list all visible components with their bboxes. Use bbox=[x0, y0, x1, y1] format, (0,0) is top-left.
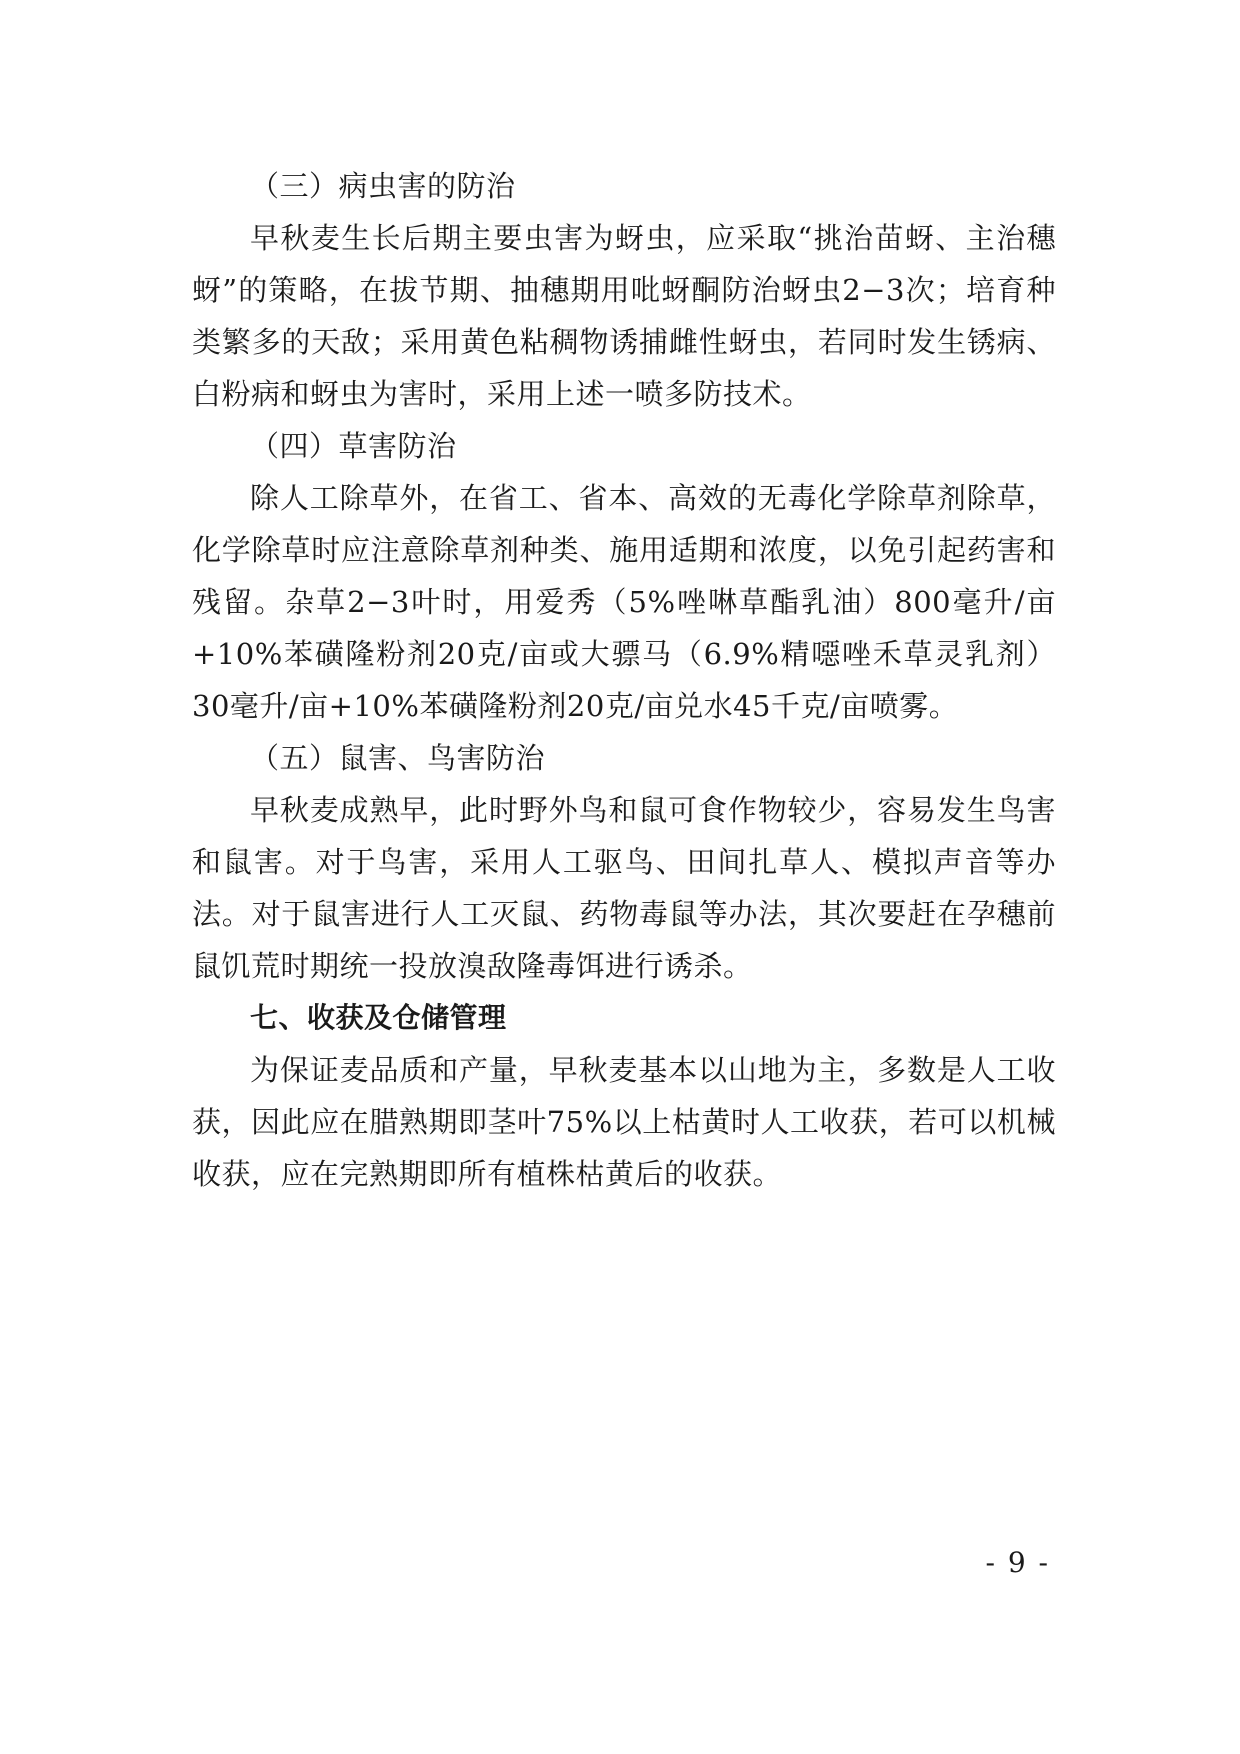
weed-control-paragraph: 除人工除草外，在省工、省本、高效的无毒化学除草剂除草，化学除草时应注意除草剂种类、施用适期和浓度，以免引起药害和残留。杂草2−3叶时，用爱秀（5%唑啉草酯乳油）800毫升/亩+10%苯磺隆粉剂20克/亩或大骠马（6.9%精噁唑禾草灵乳剂）30毫升/亩+10%苯磺隆粉剂20克/亩兑水45千克/亩喷雾。 bbox=[192, 481, 1056, 723]
page-number: - 9 - bbox=[985, 1546, 1050, 1579]
harvest-storage-heading: 七、收获及仓储管理 bbox=[250, 1001, 507, 1034]
rodent-bird-control-heading: （五）鼠害、鸟害防治 bbox=[250, 741, 546, 775]
pest-control-heading: （三）病虫害的防治 bbox=[250, 169, 516, 203]
harvest-storage-paragraph: 为保证麦品质和产量，早秋麦基本以山地为主，多数是人工收获，因此应在腊熟期即茎叶75%以上枯黄时人工收获，若可以机械收获，应在完熟期即所有植株枯黄后的收获。 bbox=[192, 1053, 1056, 1191]
weed-control-heading: （四）草害防治 bbox=[250, 429, 457, 463]
document-body bbox=[192, 160, 1056, 1200]
rodent-bird-control-paragraph: 早秋麦成熟早，此时野外鸟和鼠可食作物较少，容易发生鸟害和鼠害。对于鸟害，采用人工驱鸟、田间扎草人、模拟声音等办法。对于鼠害进行人工灭鼠、药物毒鼠等办法，其次要赶在孕穗前鼠饥荒时期统一投放溴敌隆毒饵进行诱杀。 bbox=[192, 793, 1056, 983]
pest-control-paragraph: 早秋麦生长后期主要虫害为蚜虫，应采取“挑治苗蚜、主治穗蚜”的策略，在拔节期、抽穗期用吡蚜酮防治蚜虫2−3次；培育种类繁多的天敌；采用黄色粘稠物诱捕雌性蚜虫，若同时发生锈病、白粉病和蚜虫为害时，采用上述一喷多防技术。 bbox=[192, 221, 1056, 411]
